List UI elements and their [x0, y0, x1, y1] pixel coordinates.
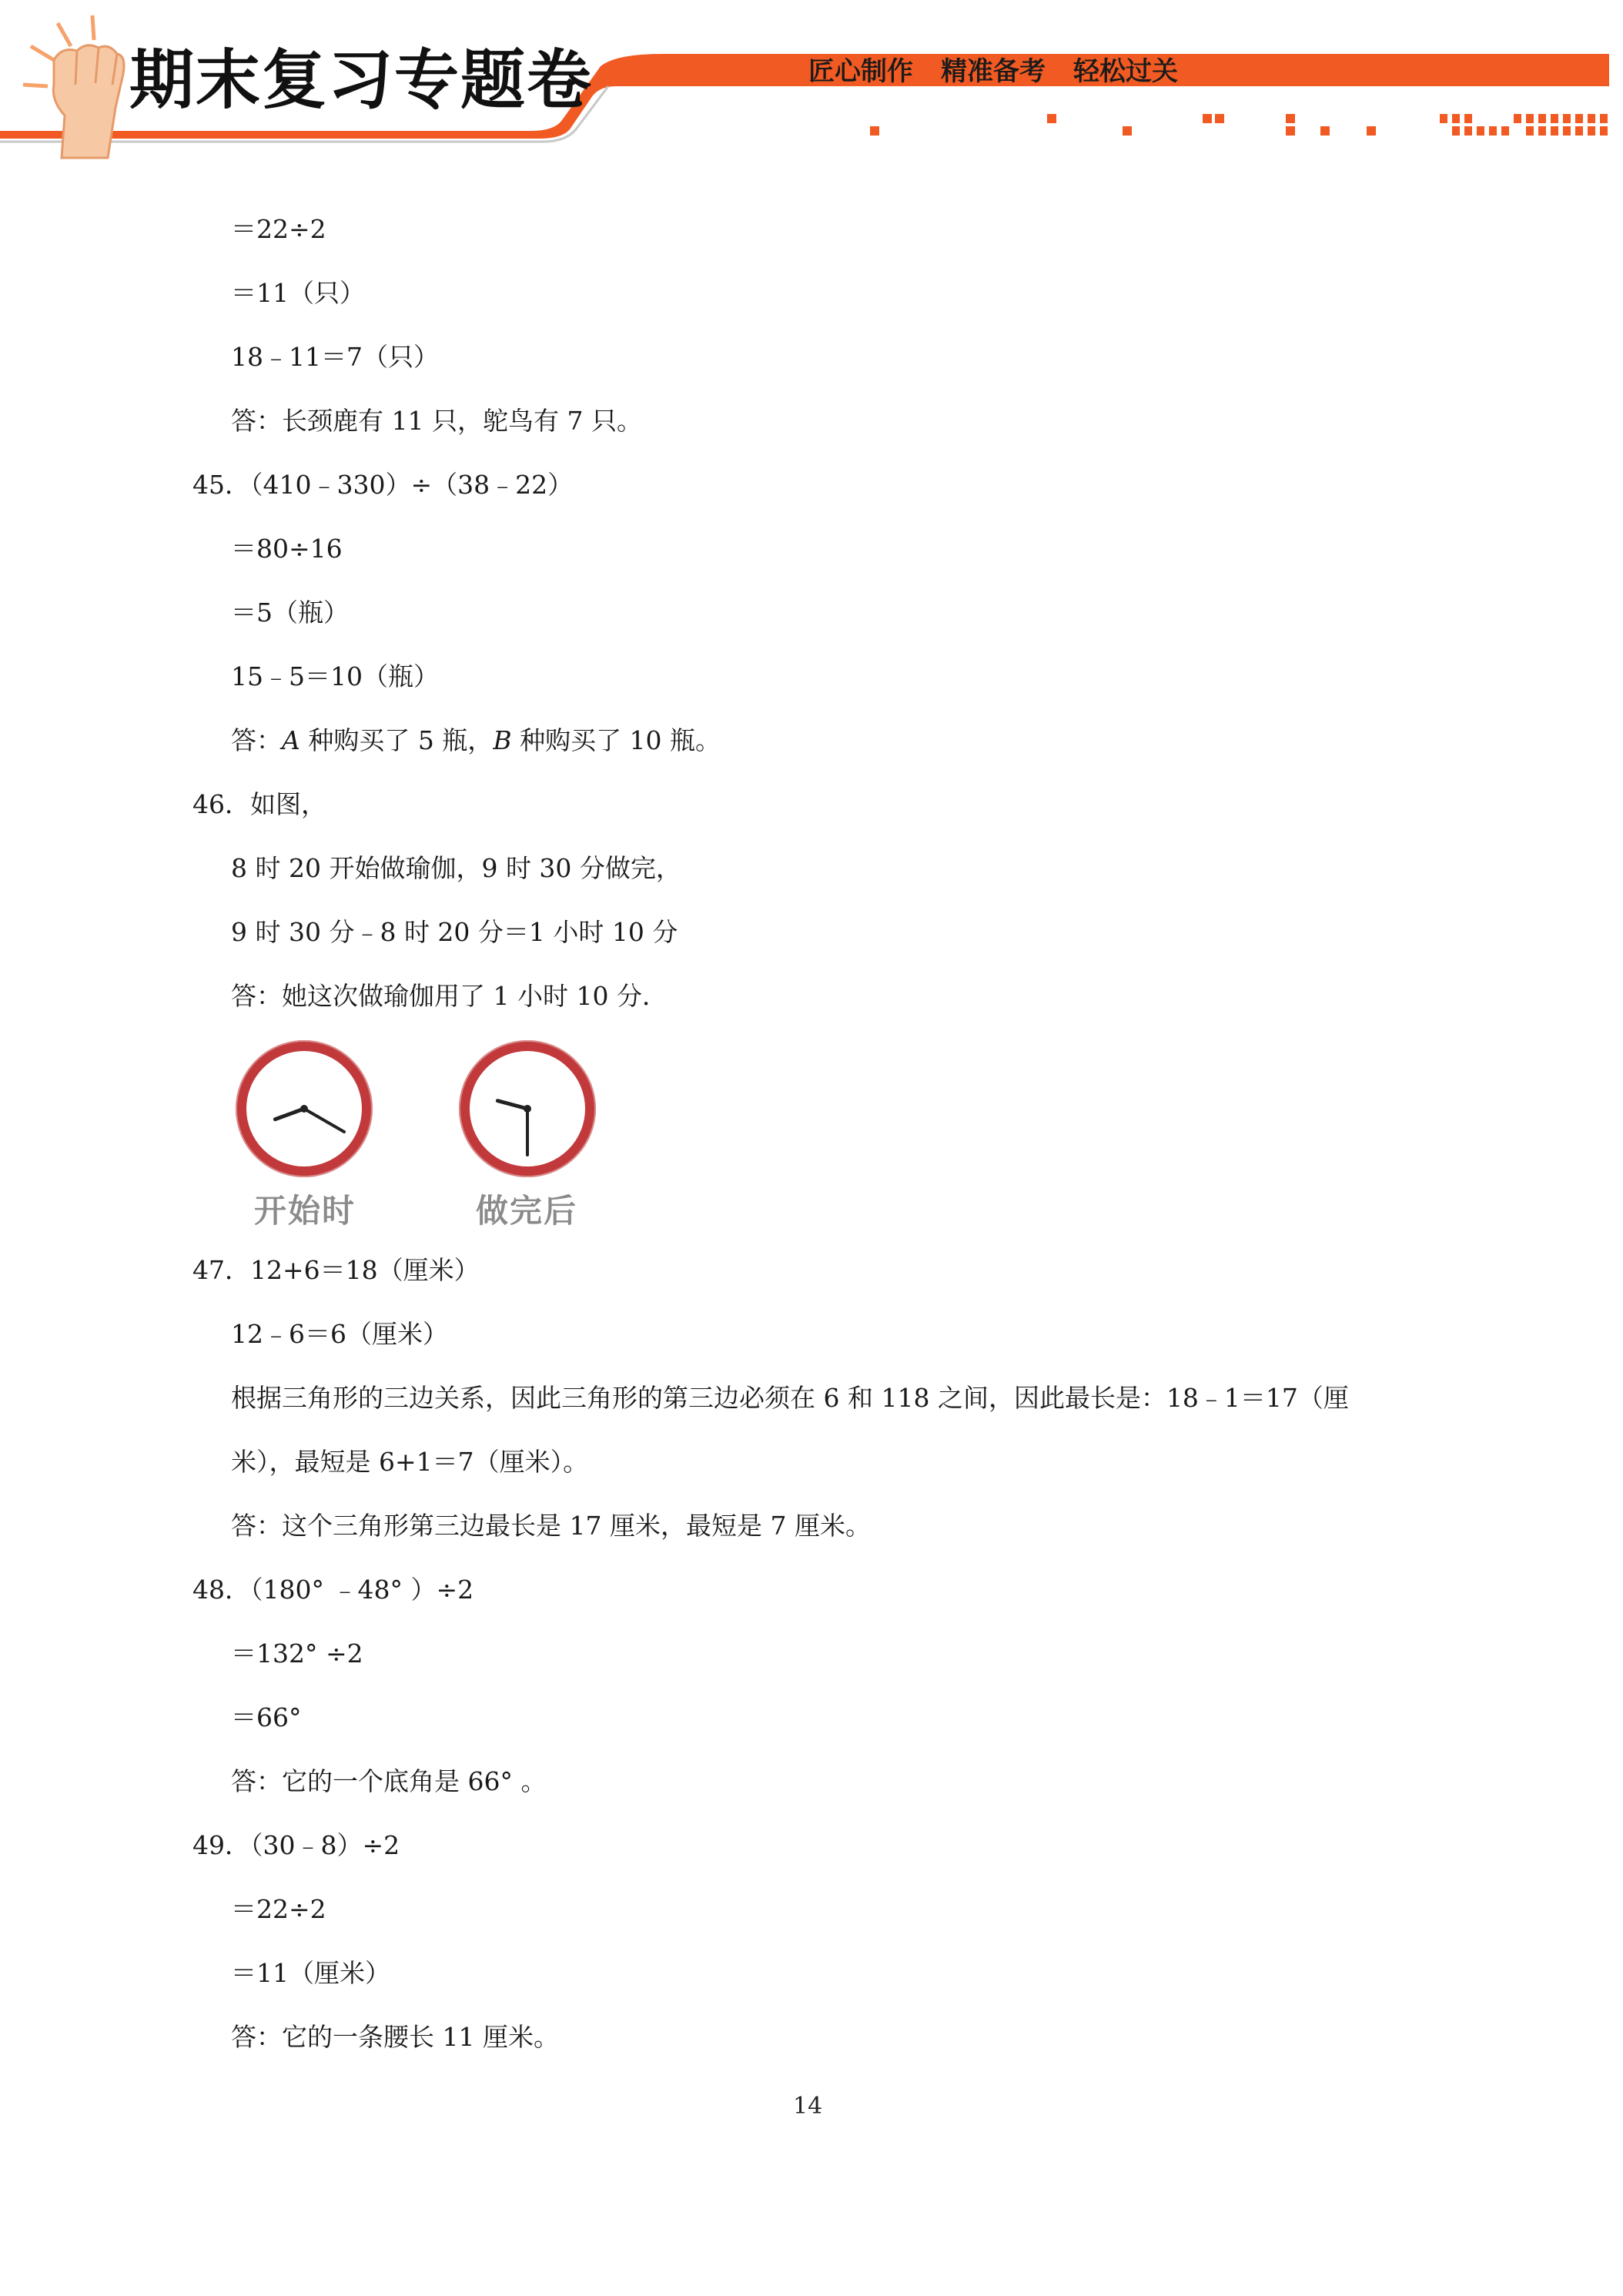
answer-line: 答：它的一条腰长 11 厘米。	[231, 2022, 559, 2052]
page-header	[0, 0, 1623, 166]
answer-prefix: 答：	[231, 725, 282, 755]
problem-48-heading: 48．（180° ﹣48° ）÷2	[192, 1575, 474, 1605]
page-number: 14	[793, 2093, 823, 2120]
solution-line: ＝66°	[231, 1702, 302, 1732]
problem-49-heading: 49．（30﹣8）÷2	[192, 1830, 400, 1860]
header-title: 期末复习专题卷	[129, 42, 594, 118]
problem-46-heading: 46．如图，	[192, 789, 326, 819]
answer-line: 答：长颈鹿有 11 只，鸵鸟有 7 只。	[231, 406, 642, 436]
solution-line: 9 时 30 分﹣8 时 20 分＝1 小时 10 分	[231, 917, 678, 947]
slogan-2: 精准备考	[941, 56, 1046, 87]
solution-line: ＝80÷16	[231, 534, 343, 564]
variable-b: B	[493, 725, 512, 755]
solution-line: 18﹣11＝7（只）	[231, 342, 439, 372]
solution-line: ＝11（厘米）	[231, 1958, 390, 1988]
header-dots	[870, 114, 1608, 136]
clock-start	[231, 1036, 377, 1182]
solution-line: 米），最短是 6+1＝7（厘米）。	[231, 1447, 589, 1477]
header-slogans	[808, 56, 1206, 87]
problem-47-heading: 47．12+6＝18（厘米）	[192, 1255, 480, 1285]
answer-line	[231, 725, 721, 756]
variable-a: A	[282, 725, 300, 755]
clock-end	[454, 1036, 601, 1182]
clock-end-label: 做完后	[476, 1192, 578, 1230]
answer-line: 答：它的一个底角是 66° 。	[231, 1766, 547, 1796]
answer-part: 种购买了 5 瓶，	[300, 725, 494, 755]
answer-part: 种购买了 10 瓶。	[511, 725, 721, 755]
solution-line: 8 时 20 开始做瑜伽，9 时 30 分做完，	[231, 853, 681, 883]
problem-45-heading: 45．（410﹣330）÷（38﹣22）	[192, 470, 574, 500]
solution-line: ＝22÷2	[231, 1894, 326, 1924]
solution-line: ＝22÷2	[231, 214, 326, 244]
solution-line: ＝5（瓶）	[231, 597, 349, 628]
slogan-3: 轻松过关	[1073, 56, 1178, 87]
clock-start-label: 开始时	[254, 1192, 356, 1230]
solution-line: ＝132° ÷2	[231, 1638, 363, 1668]
solution-line: 根据三角形的三边关系，因此三角形的第三边必须在 6 和 118 之间，因此最长是：18﹣1＝17（厘	[231, 1383, 1349, 1413]
answer-line: 答：这个三角形第三边最长是 17 厘米，最短是 7 厘米。	[231, 1511, 871, 1541]
solution-line: ＝11（只）	[231, 278, 365, 308]
answer-line: 答：她这次做瑜伽用了 1 小时 10 分．	[231, 981, 668, 1011]
solution-line: 15﹣5＝10（瓶）	[231, 661, 439, 691]
slogan-1: 匠心制作	[808, 56, 913, 87]
solution-line: 12﹣6＝6（厘米）	[231, 1319, 448, 1349]
